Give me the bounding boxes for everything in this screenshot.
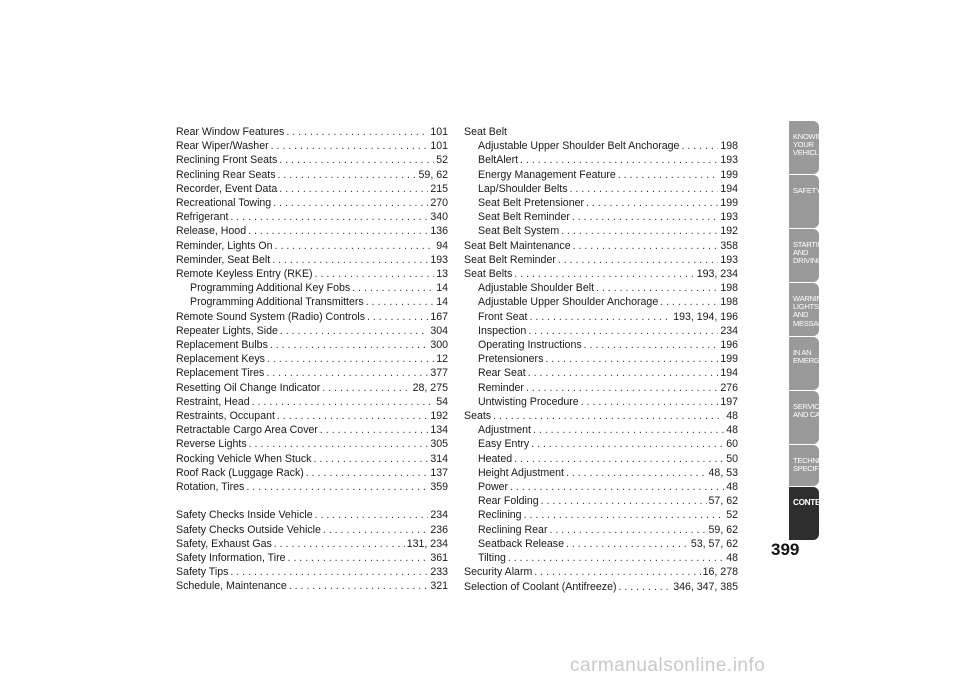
index-page-ref: 28, 275	[412, 381, 448, 394]
index-subentry	[464, 338, 738, 352]
index-page-ref: 304	[430, 324, 448, 337]
dot-leader	[266, 366, 428, 380]
dot-leader	[322, 381, 410, 395]
index-page-ref: 101	[430, 126, 448, 138]
section-tab-label: CONTENTS	[793, 498, 836, 507]
dot-leader	[274, 537, 405, 551]
index-page-ref: 94	[436, 239, 448, 252]
dot-leader	[352, 281, 434, 295]
index-entry	[176, 153, 448, 167]
index-page-ref: 54	[436, 395, 448, 408]
index-subentry	[464, 324, 738, 338]
index-page-ref: 340	[430, 211, 448, 224]
index-entry	[464, 267, 738, 281]
index-entry	[464, 125, 738, 139]
dot-leader	[570, 182, 719, 196]
section-tab[interactable]	[789, 337, 840, 390]
index-page-ref: 193, 194, 196	[673, 310, 738, 323]
index-term: Untwisting Procedure	[478, 395, 579, 408]
index-page-ref: 193, 234	[696, 268, 738, 281]
index-page-ref: 197	[720, 395, 738, 408]
index-subentry	[464, 295, 738, 309]
dot-leader	[278, 168, 417, 182]
dot-leader	[230, 210, 428, 224]
index-page-ref: 136	[430, 225, 448, 238]
index-entry	[464, 239, 738, 253]
dot-leader	[558, 253, 718, 267]
index-term: Schedule, Maintenance	[176, 580, 287, 593]
dot-leader	[545, 352, 718, 366]
index-page-ref: 305	[430, 438, 448, 451]
index-entry	[176, 224, 448, 238]
index-subentry	[464, 551, 738, 565]
index-subentry	[464, 210, 738, 224]
dot-leader	[306, 466, 429, 480]
dot-leader	[288, 551, 429, 565]
index-page-ref: 48	[726, 481, 738, 494]
index-term: Retractable Cargo Area Cover	[176, 424, 318, 437]
dot-leader	[286, 125, 428, 139]
index-entry	[176, 437, 448, 451]
index-term: Reminder, Seat Belt	[176, 253, 271, 266]
index-term: Recorder, Event Data	[176, 182, 278, 195]
index-subentry	[464, 224, 738, 238]
index-page-ref: 194	[720, 182, 738, 195]
index-subentry	[464, 523, 738, 537]
index-subentry	[464, 139, 738, 153]
index-entry	[176, 381, 448, 395]
dot-leader	[541, 494, 707, 508]
index-entry	[176, 324, 448, 338]
dot-leader	[584, 338, 719, 352]
index-term: Replacement Bulbs	[176, 339, 268, 352]
index-page-ref: 57, 62	[708, 495, 738, 508]
index-page-ref: 193	[430, 253, 448, 266]
index-entry	[176, 139, 448, 153]
index-term: Programming Additional Key Fobs	[190, 282, 351, 295]
index-entry	[176, 537, 448, 551]
index-subentry	[464, 423, 738, 437]
index-term: Reminder	[478, 381, 524, 394]
index-entry	[464, 409, 738, 423]
index-term: Safety Checks Inside Vehicle	[176, 509, 313, 522]
index-entry	[176, 196, 448, 210]
index-term: Safety, Exhaust Gas	[176, 537, 272, 550]
index-term: Remote Keyless Entry (RKE)	[176, 268, 313, 281]
dot-leader	[526, 381, 718, 395]
index-subentry	[464, 480, 738, 494]
index-page-ref: 377	[430, 367, 448, 380]
index-entry	[176, 565, 448, 579]
dot-leader	[272, 253, 428, 267]
section-tab[interactable]	[789, 445, 852, 486]
index-term: Seat Belt Reminder	[478, 211, 570, 224]
index-term: Repeater Lights, Side	[176, 324, 278, 337]
index-page-ref: 199	[720, 168, 738, 181]
index-term: Seat Belts	[464, 268, 513, 281]
index-term: Selection of Coolant (Antifreeze)	[464, 580, 617, 593]
dot-leader	[493, 409, 724, 423]
index-subentry	[464, 466, 738, 480]
index-term: Rotation, Tires	[176, 481, 245, 494]
dot-leader	[315, 267, 435, 281]
index-page-ref: 48	[726, 552, 738, 565]
index-term: Roof Rack (Luggage Rack)	[176, 466, 304, 479]
index-term: Adjustable Upper Shoulder Belt Anchorage	[478, 140, 680, 153]
index-term: Easy Entry	[478, 438, 530, 451]
index-term: Replacement Keys	[176, 353, 265, 366]
index-entry	[176, 466, 448, 480]
dot-leader	[566, 537, 689, 551]
dot-leader	[573, 239, 719, 253]
dot-leader	[566, 466, 707, 480]
index-page-ref: 48	[726, 410, 738, 423]
index-entry	[176, 508, 448, 522]
index-entry	[464, 580, 738, 594]
dot-leader	[271, 139, 429, 153]
index-entry	[176, 352, 448, 366]
index-page-ref: 192	[720, 225, 738, 238]
watermark: carmanualsonline.info	[570, 655, 766, 676]
index-page-ref: 234	[720, 324, 738, 337]
index-subentry	[464, 395, 738, 409]
dot-leader	[681, 139, 718, 153]
index-page-ref: 134	[430, 424, 448, 437]
index-entry	[176, 423, 448, 437]
index-entry	[176, 395, 448, 409]
dot-leader	[279, 182, 428, 196]
section-tab-label: SERVICING AND CARE	[793, 402, 832, 420]
page-number: 399	[771, 540, 800, 559]
section-tab[interactable]	[789, 175, 819, 228]
index-page-ref: 198	[720, 140, 738, 153]
section-tab[interactable]	[789, 229, 829, 282]
index-subentry	[464, 366, 738, 380]
dot-leader	[531, 437, 724, 451]
index-subentry	[464, 437, 738, 451]
index-page-ref: 48	[726, 424, 738, 437]
index-page-ref: 270	[430, 197, 448, 210]
index-page-ref: 101	[430, 140, 448, 153]
dot-leader	[270, 338, 428, 352]
index-term: Safety Checks Outside Vehicle	[176, 523, 321, 536]
index-column-left	[176, 125, 448, 594]
index-page-ref: 276	[720, 381, 738, 394]
index-entry	[176, 409, 448, 423]
index-column-right	[464, 125, 738, 594]
index-term: Heated	[478, 452, 513, 465]
dot-leader	[533, 423, 724, 437]
index-page-ref: 233	[430, 566, 448, 579]
index-page-ref: 59, 62	[708, 523, 738, 536]
dot-leader	[508, 551, 724, 565]
section-tab-label: SAFETY	[793, 186, 821, 195]
index-term: Rocking Vehicle When Stuck	[176, 452, 312, 465]
index-entry	[176, 523, 448, 537]
index-term: Seat Belt	[464, 126, 507, 138]
index-subentry	[464, 281, 738, 295]
index-term: Reclining Front Seats	[176, 154, 278, 167]
index-page-ref: 12	[436, 353, 448, 366]
index-subentry	[464, 153, 738, 167]
index-page-ref: 198	[720, 296, 738, 309]
index-entry	[464, 253, 738, 267]
index-term: Seats	[464, 410, 492, 423]
index-entry	[176, 551, 448, 565]
dot-leader	[528, 324, 718, 338]
dot-leader	[277, 409, 428, 423]
index-subentry	[464, 494, 738, 508]
index-subentry	[464, 168, 738, 182]
dot-leader	[313, 452, 428, 466]
dot-leader	[549, 523, 706, 537]
index-page-ref: 193	[720, 211, 738, 224]
index-page-ref: 193	[720, 253, 738, 266]
index-term: Rear Wiper/Washer	[176, 140, 269, 153]
index-term: Adjustable Shoulder Belt	[478, 282, 595, 295]
index-subentry	[464, 352, 738, 366]
index-subentry	[464, 196, 738, 210]
index-page-ref: 16, 278	[702, 566, 738, 579]
index-page-ref: 236	[430, 523, 448, 536]
index-page-ref: 13	[436, 268, 448, 281]
index-page-ref: 300	[430, 339, 448, 352]
dot-leader	[528, 366, 719, 380]
index-term: Release, Hood	[176, 225, 247, 238]
index-page-ref: 60	[726, 438, 738, 451]
dot-leader	[279, 153, 434, 167]
index-entry	[176, 480, 448, 494]
index-entry	[176, 182, 448, 196]
index-entry	[176, 366, 448, 380]
index-term: Recreational Towing	[176, 197, 272, 210]
dot-leader	[367, 310, 428, 324]
index-entry	[176, 168, 448, 182]
dot-leader	[366, 295, 435, 309]
index-page-ref: 196	[720, 339, 738, 352]
index-subentry	[464, 381, 738, 395]
dot-leader	[520, 153, 718, 167]
index-subentry	[464, 452, 738, 466]
index-term: Security Alarm	[464, 566, 533, 579]
index-term: Rear Window Features	[176, 126, 285, 138]
index-page-ref: 198	[720, 282, 738, 295]
index-term: Reminder, Lights On	[176, 239, 273, 252]
section-tab-label: STARTING AND DRIVING	[793, 240, 829, 266]
index-term: Restraints, Occupant	[176, 410, 275, 423]
index-term: Inspection	[478, 324, 527, 337]
index-page-ref: 167	[430, 310, 448, 323]
index-page-ref: 321	[430, 580, 448, 593]
dot-leader	[572, 210, 718, 224]
index-term: Rear Folding	[478, 495, 539, 508]
section-tab-label: KNOWING YOUR VEHICLE	[793, 132, 829, 158]
index-term: Adjustment	[478, 424, 531, 437]
index-term: Seatback Release	[478, 537, 564, 550]
index-term: Tilting	[478, 552, 506, 565]
section-tab-label: IN AN EMERGENCY	[793, 348, 840, 366]
index-entry	[176, 253, 448, 267]
index-entry	[176, 338, 448, 352]
index-page-ref: 52	[436, 154, 448, 167]
index-page-ref: 215	[430, 182, 448, 195]
index-page-ref: 359	[430, 481, 448, 494]
section-tab-label: TECHNICAL SPECIFICATIONS	[793, 456, 852, 474]
index-term: Lap/Shoulder Belts	[478, 182, 568, 195]
index-page-ref: 14	[436, 296, 448, 309]
index-term: Adjustable Upper Shoulder Anchorage	[478, 296, 659, 309]
index-page-ref: 194	[720, 367, 738, 380]
index-term: BeltAlert	[478, 154, 519, 167]
dot-leader	[660, 295, 718, 309]
index-term: Restraint, Head	[176, 395, 250, 408]
dot-leader	[619, 580, 672, 594]
index-page-ref: 234	[430, 509, 448, 522]
dot-leader	[596, 281, 718, 295]
index-subentry	[464, 508, 738, 522]
index-page-ref: 193	[720, 154, 738, 167]
index-term: Refrigerant	[176, 211, 229, 224]
section-tab[interactable]	[789, 121, 829, 174]
index-page-ref: 346, 347, 385	[673, 580, 738, 593]
dot-leader	[323, 523, 428, 537]
dot-leader	[249, 437, 429, 451]
index-entry	[176, 210, 448, 224]
index-page-ref: 199	[720, 353, 738, 366]
section-tab[interactable]	[789, 283, 834, 336]
index-entry	[176, 267, 448, 281]
index-page-ref: 131, 234	[406, 537, 448, 550]
index-term: Seat Belt System	[478, 225, 560, 238]
dot-leader	[248, 224, 428, 238]
index-subentry	[464, 537, 738, 551]
index-entry	[464, 565, 738, 579]
dot-leader	[252, 395, 435, 409]
index-term: Rear Seat	[478, 367, 526, 380]
index-page-ref: 137	[430, 466, 448, 479]
index-term: Seat Belt Pretensioner	[478, 197, 584, 210]
index-page-ref: 53, 57, 62	[690, 537, 738, 550]
index-term: Energy Management Feature	[478, 168, 616, 181]
dot-leader	[273, 196, 428, 210]
index-gap	[176, 494, 448, 508]
index-entry	[176, 239, 448, 253]
index-entry	[176, 125, 448, 139]
index-page-ref: 192	[430, 410, 448, 423]
index-entry	[176, 310, 448, 324]
dot-leader	[586, 196, 718, 210]
section-tab-label: WARNING LIGHTS AND MESSAGES	[793, 294, 834, 328]
index-term: Remote Sound System (Radio) Controls	[176, 310, 366, 323]
index-term: Seat Belt Reminder	[464, 253, 556, 266]
dot-leader	[529, 310, 671, 324]
dot-leader	[561, 224, 718, 238]
index-term: Programming Additional Transmitters	[190, 296, 364, 309]
index-subentry	[176, 295, 448, 309]
index-page-ref: 314	[430, 452, 448, 465]
index-term: Reclining Rear Seats	[176, 168, 276, 181]
index-term: Safety Information, Tire	[176, 552, 286, 565]
dot-leader	[280, 324, 428, 338]
index-entry	[176, 452, 448, 466]
index-term: Reverse Lights	[176, 438, 247, 451]
index-subentry	[176, 281, 448, 295]
index-term: Power	[478, 481, 509, 494]
index-page-ref: 199	[720, 197, 738, 210]
index-term: Height Adjustment	[478, 466, 564, 479]
dot-leader	[534, 565, 700, 579]
index-term: Replacement Tires	[176, 367, 265, 380]
index-term: Operating Instructions	[478, 339, 582, 352]
index-term: Reclining	[478, 509, 522, 522]
index-page-ref: 50	[726, 452, 738, 465]
dot-leader	[581, 395, 719, 409]
dot-leader	[524, 508, 725, 522]
index-term: Resetting Oil Change Indicator	[176, 381, 321, 394]
index-term: Reclining Rear	[478, 523, 548, 536]
dot-leader	[289, 579, 429, 593]
index-page-ref: 48, 53	[708, 466, 738, 479]
dot-leader	[315, 508, 429, 522]
dot-leader	[267, 352, 434, 366]
section-tab[interactable]	[789, 391, 832, 444]
index-term: Front Seat	[478, 310, 528, 323]
index-term: Safety Tips	[176, 566, 229, 579]
index-page-ref: 52	[726, 509, 738, 522]
index-page-ref: 358	[720, 239, 738, 252]
dot-leader	[230, 565, 428, 579]
dot-leader	[320, 423, 428, 437]
section-tab[interactable]	[789, 487, 836, 540]
index-subentry	[464, 310, 738, 324]
index-subentry	[464, 182, 738, 196]
index-term: Seat Belt Maintenance	[464, 239, 571, 252]
dot-leader	[275, 239, 435, 253]
dot-leader	[514, 452, 724, 466]
index-entry	[176, 579, 448, 593]
index-page-ref: 59, 62	[418, 168, 448, 181]
index-page-ref: 361	[430, 552, 448, 565]
dot-leader	[514, 267, 694, 281]
index-term: Pretensioners	[478, 353, 544, 366]
dot-leader	[246, 480, 428, 494]
dot-leader	[510, 480, 724, 494]
index-page-ref: 14	[436, 282, 448, 295]
dot-leader	[618, 168, 719, 182]
